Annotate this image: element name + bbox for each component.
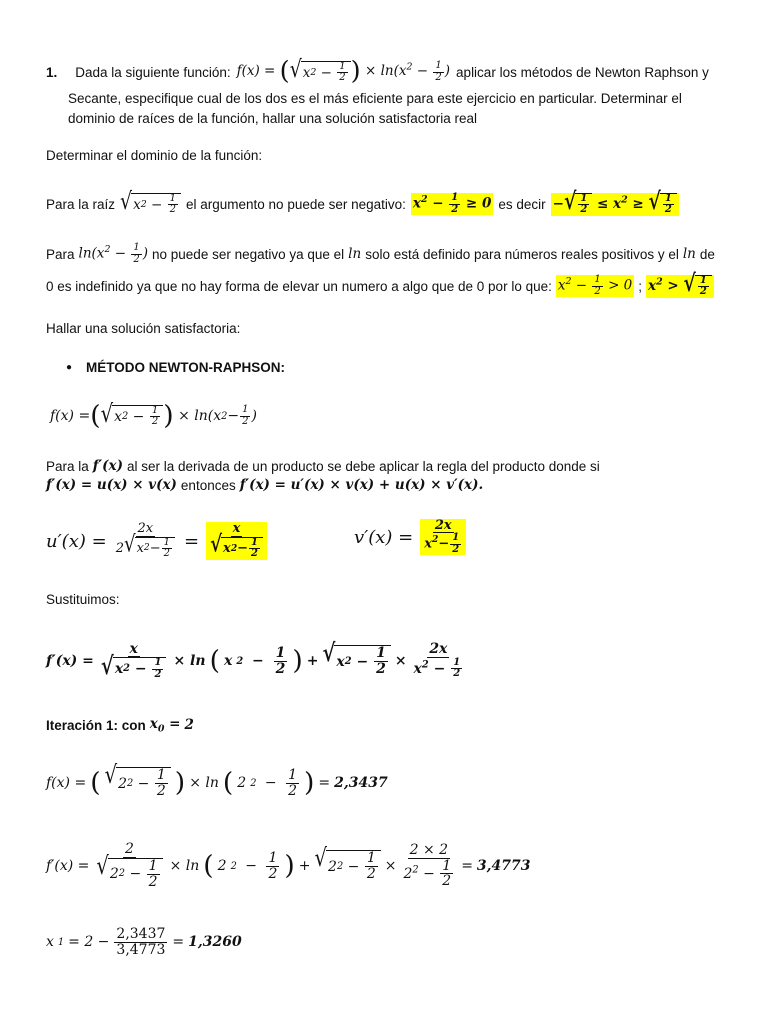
u-prime-highlight: x √ x 2 − $\frac{1}{2}$ bbox=[206, 522, 267, 560]
bullet-icon: ● bbox=[66, 362, 73, 373]
deriv-line-1 bbox=[46, 458, 600, 474]
problem-number: 1. bbox=[46, 64, 58, 80]
product-rule: f′(x) = u′(x) × v(x) + u(x) × v′(x). bbox=[239, 477, 484, 493]
ln-text-a: Para bbox=[46, 246, 75, 262]
fprime-x0-value: 3,4773 bbox=[476, 858, 531, 874]
sqrt-range-highlight: − √ $\frac{1}{2}$ ≤ $x^2$ ≥ √ $\frac{1}{2}$ bbox=[551, 193, 679, 216]
ln-word-1: ln bbox=[348, 246, 362, 262]
function-display: f(x) = ( √ x 2 − $\frac{1}{2}$ ) × ln(x 2 − $\frac{1}{2}$ ) bbox=[50, 399, 257, 432]
sqrt-condition-highlight: $x^2$ − $\frac{1}{2}$ ≥ 0 bbox=[412, 192, 492, 215]
fprime-symbol: f′(x) bbox=[92, 458, 123, 474]
x1-equation: x 1 = 2 − $\frac{2,3437}{3,4773}$ = 1,3260 bbox=[46, 925, 242, 958]
method-label: MÉTODO NEWTON-RAPHSON: bbox=[86, 360, 286, 375]
ln-range-highlight: $x^2$ > √ $\frac{1}{2}$ bbox=[646, 275, 714, 298]
ln-text-d: de bbox=[699, 246, 715, 262]
iter-text: Iteración 1: con bbox=[46, 717, 146, 733]
fprime-full: f′(x) = x √ x 2 − $\frac{1}{2}$ × ln ( x 2 − $\frac{1}{2}$ ) + √ x 2 − $\frac{1}{2}$ × 2x $x^2$ − $\frac{1}{2}$ bbox=[46, 638, 461, 681]
fprime-x0-equation: f′(x) = 2 √ 2 2 − $\frac{1}{2}$ × ln ( 2 2 − $\frac{1}{2}$ ) + √ 2 2 − $\frac{1}{2}$ × 2 × 2 $2^2$ − $\frac{1}{2}$ = 3,4773 bbox=[46, 841, 531, 890]
ln-expression: $\ln(x^2$ − $\frac{1}{2}$ ) bbox=[78, 242, 149, 265]
product-def: f′(x) = u(x) × v(x) bbox=[46, 477, 177, 493]
deriv-text-a: Para la bbox=[46, 458, 89, 474]
solution-heading: Hallar una solución satisfactoria: bbox=[46, 321, 241, 336]
semicolon: ; bbox=[638, 278, 643, 294]
domain-heading: Determinar el dominio de la función: bbox=[46, 148, 263, 163]
sqrt-expression: √ x 2 − $\frac{1}{2}$ bbox=[120, 193, 181, 216]
ln-text-c: solo está definido para números reales positivos y el bbox=[365, 246, 679, 262]
v-prime-equation: v′(x) = 2x $x^2-$ $\frac{1}{2}$ bbox=[354, 512, 467, 562]
problem-line-1 bbox=[46, 56, 709, 88]
problem-line-2: Secante, especifique cual de los dos es el más eficiente para este ejercicio en particular. Determinar el bbox=[68, 91, 682, 106]
v-prime-highlight: 2x $x^2-$ $\frac{1}{2}$ bbox=[420, 519, 466, 556]
problem-intro: Dada la siguiente función: bbox=[75, 64, 231, 80]
x1-value: 1,3260 bbox=[188, 934, 242, 950]
sqrt-text-b: el argumento no puede ser negativo: bbox=[186, 196, 406, 212]
f-x0-equation: f(x) = ( √ 2 2 − $\frac{1}{2}$ ) × ln ( 2 2 − $\frac{1}{2}$ ) = 2,3437 bbox=[46, 760, 388, 799]
f-x0-value: 2,3437 bbox=[334, 775, 388, 791]
sqrt-text-c: es decir bbox=[498, 196, 546, 212]
ln-domain-line-1 bbox=[46, 240, 715, 268]
sqrt-text-a: Para la raíz bbox=[46, 196, 116, 212]
deriv-text-c: entonces bbox=[180, 477, 236, 493]
problem-line-3: dominio de raíces de la función, hallar una solución satisfactoria real bbox=[68, 111, 477, 126]
ln-condition-highlight: $x^2$ − $\frac{1}{2}$ > 0 bbox=[557, 274, 633, 297]
sqrt-domain-line bbox=[46, 184, 679, 224]
x0-value: 2 bbox=[184, 717, 194, 734]
ln-domain-line-2 bbox=[46, 270, 714, 302]
u-prime-equation: u′(x) = 2x 2 √ x 2 − $\frac{1}{2}$ = x √ x 2 − $\frac{1}{2}$ bbox=[46, 512, 268, 570]
x1-denominator: 3,4773 bbox=[116, 941, 166, 958]
ln-line2-text: 0 es indefinido ya que no hay forma de elevar un numero a algo que de 0 por lo que: bbox=[46, 278, 552, 294]
iteration-label bbox=[46, 716, 194, 735]
substitute-label: Sustituimos: bbox=[46, 592, 120, 607]
ln-word-2: ln bbox=[682, 246, 696, 262]
method-bullet bbox=[66, 360, 285, 375]
deriv-text-b: al ser la derivada de un producto se debe aplicar la regla del producto donde si bbox=[126, 458, 600, 474]
formula-func-label: f(x) = bbox=[236, 63, 276, 80]
x1-numerator: 2,3437 bbox=[116, 925, 166, 942]
problem-formula: f(x) = ( √ x 2 − $\frac{1}{2}$ ) × $\ln(x^2$ − $\frac{1}{2}$ ) bbox=[236, 55, 451, 87]
deriv-line-2 bbox=[46, 477, 483, 493]
ln-text-b: no puede ser negativo ya que el bbox=[152, 246, 345, 262]
x0-symbol: $x_0$ = bbox=[149, 716, 181, 735]
problem-after-formula: aplicar los métodos de Newton Raphson y bbox=[456, 64, 709, 80]
